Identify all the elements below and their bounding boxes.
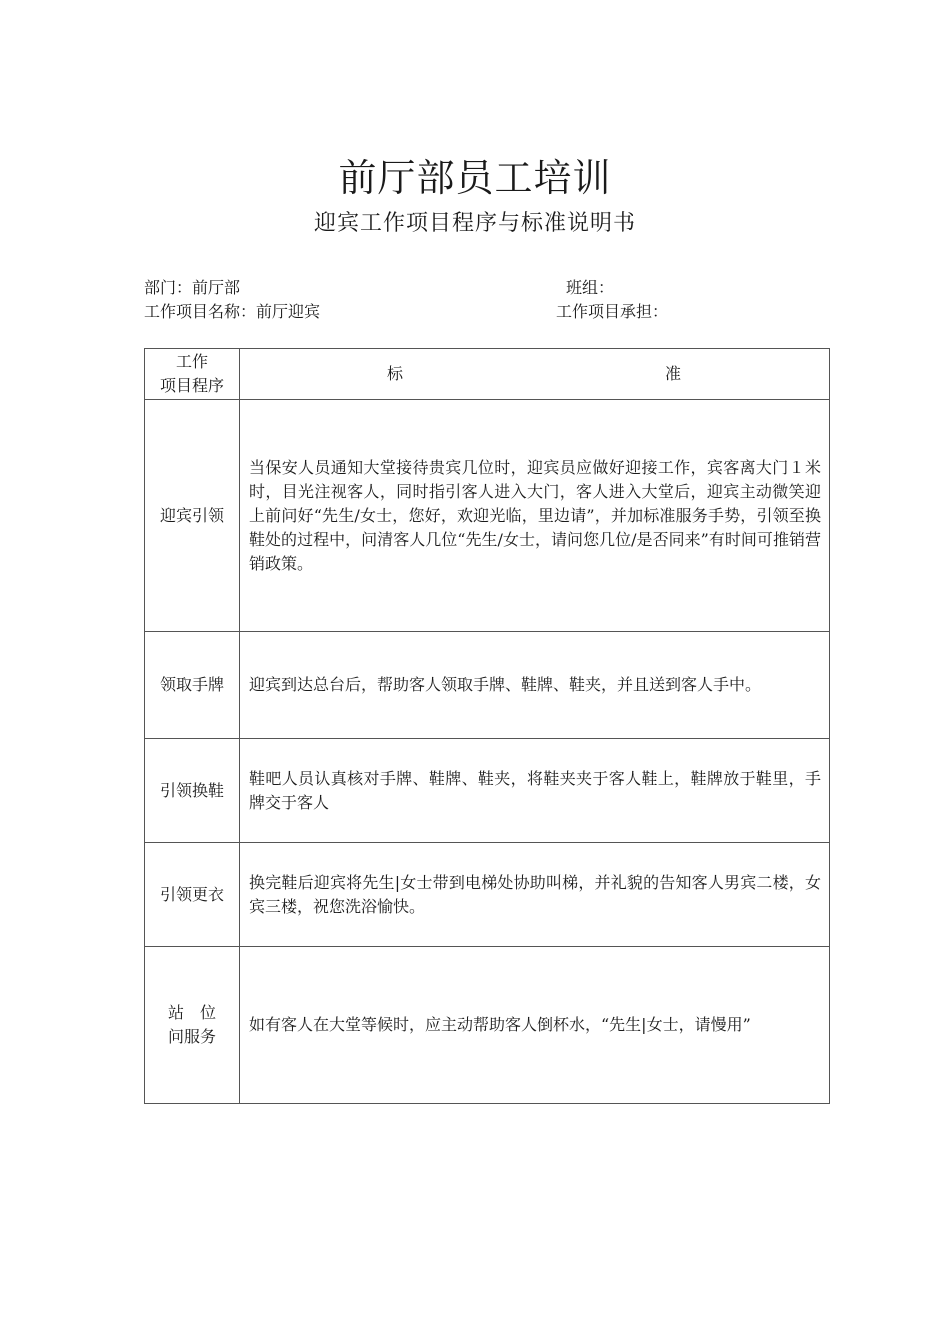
header-standard-cell xyxy=(240,349,830,400)
table-row xyxy=(145,632,830,739)
standard-text: 换完鞋后迎宾将先生|女士带到电梯处协助叫梯，并礼貌的告知客人男宾二楼，女宾三楼，祝您洗浴愉快。 xyxy=(249,872,821,916)
header-procedure-line1: 工作 xyxy=(175,352,208,371)
table-row xyxy=(145,843,830,947)
table-row xyxy=(145,947,830,1104)
department-label: 部门：前厅部 xyxy=(144,278,241,297)
standard-text: 鞋吧人员认真核对手牌、鞋牌、鞋夹，将鞋夹夹于客人鞋上，鞋牌放于鞋里，手牌交于客人 xyxy=(249,768,821,812)
standard-text: 迎宾到达总台后，帮助客人领取手牌、鞋牌、鞋夹，并且送到客人手中。 xyxy=(249,675,762,694)
standard-text: 如有客人在大堂等候时，应主动帮助客人倒杯水，“先生|女士，请慢用” xyxy=(249,1015,751,1034)
project-owner-label: 工作项目承担： xyxy=(556,302,669,321)
procedure-line1: 站 位 xyxy=(167,1003,216,1022)
standard-cell xyxy=(240,400,830,632)
header-standard-char2: 准 xyxy=(665,364,682,383)
page-subtitle: 迎宾工作项目程序与标准说明书 xyxy=(313,211,636,236)
header-procedure-line2: 项目程序 xyxy=(159,376,224,395)
procedure-cell: 迎宾引领 xyxy=(145,400,240,632)
team-label: 班组： xyxy=(566,278,615,297)
procedure-cell: 引领更衣 xyxy=(145,843,240,947)
header-standard-char1: 标 xyxy=(387,364,404,383)
standard-cell xyxy=(240,843,830,947)
standard-text: 当保安人员通知大堂接待贵宾几位时，迎宾员应做好迎接工作，宾客离大门１米时，目光注视客人，同时指引客人进入大门，客人进入大堂后，迎宾主动微笑迎上前问好“先生/女士，您好，欢迎光临，里边请”，并加标准服务手势，引领至换鞋处的过程中，问清客人几位“先生/女士，请问您几位/是否同来”有时间可推销营销政策。 xyxy=(249,457,821,573)
procedure-cell: 引领换鞋 xyxy=(145,739,240,843)
header-procedure-cell xyxy=(145,349,240,400)
procedure-standard-table xyxy=(144,348,830,1104)
page-title: 前厅部员工培训 xyxy=(338,156,612,200)
project-name-label: 工作项目名称：前厅迎宾 xyxy=(144,302,321,321)
procedure-cell: 领取手牌 xyxy=(145,632,240,739)
table-header-row xyxy=(145,349,830,400)
table-row xyxy=(145,400,830,632)
standard-cell xyxy=(240,632,830,739)
table-row xyxy=(145,739,830,843)
standard-cell xyxy=(240,947,830,1104)
standard-cell xyxy=(240,739,830,843)
procedure-line2: 问服务 xyxy=(167,1027,216,1046)
procedure-cell xyxy=(145,947,240,1104)
